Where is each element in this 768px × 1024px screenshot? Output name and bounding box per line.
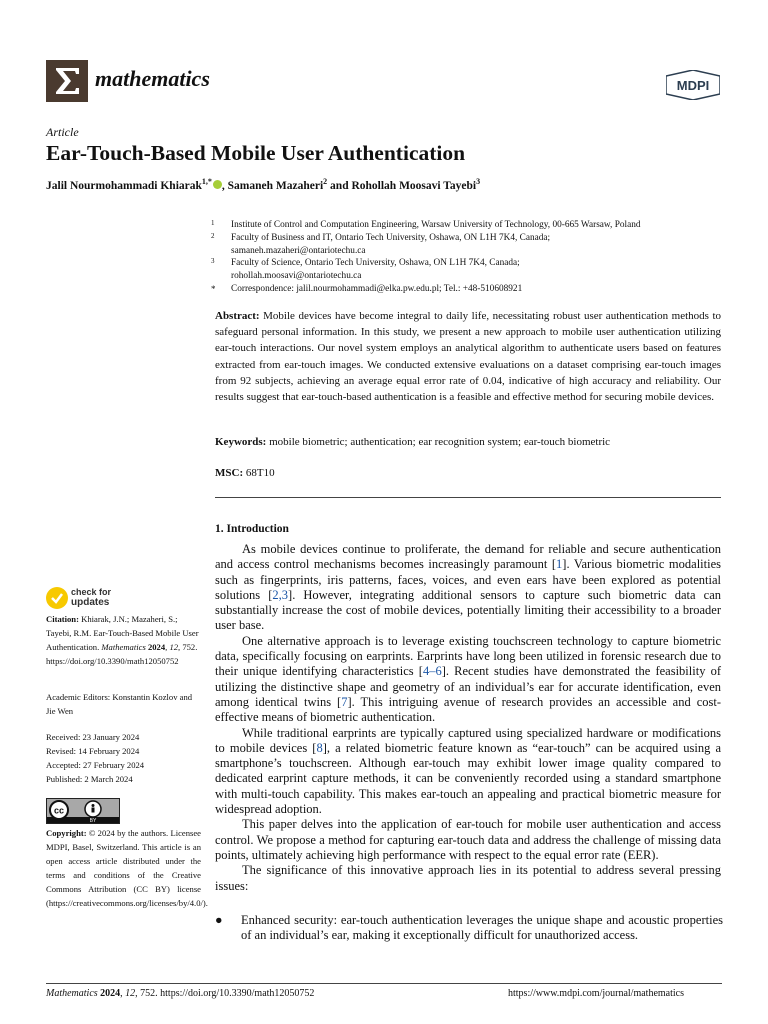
intro-body	[215, 542, 721, 894]
mdpi-logo-text: MDPI	[676, 78, 710, 93]
keywords	[215, 434, 721, 450]
date-published: Published: 2 March 2024	[46, 774, 133, 784]
abstract-text: Mobile devices have become integral to daily life, necessitating robust user authentication methods to safeguard personal information. In this study, we present a new approach to mobile user authentication utilizing ear-touch interactions. Our novel system employs an analytical algorithm to authenticate users based on features extracted from ear-touch images. We conducted extensive evaluations on a dataset comprising ear-touch images from 92 subjects, achieving an average equal error rate of 0.04, indicative of high accuracy and reliability. Our results suggest that ear-touch-based authentication is a feasible and effective method for securing mobile devices.	[215, 310, 721, 404]
correspondence-text: Correspondence: jalil.nourmohammadi@elka.pw.edu.pl; Tel.: +48-510608921	[231, 284, 523, 294]
affiliation-email[interactable]: samaneh.mazaheri@ontariotechu.ca	[231, 246, 366, 256]
keywords-label: Keywords:	[215, 436, 267, 448]
citation-link[interactable]: 8	[316, 740, 323, 755]
academic-editors: Academic Editors: Konstantin Kozlov and Jie Wen	[46, 692, 193, 716]
check-for-updates-button[interactable]	[46, 587, 201, 609]
cc-badge-text: BY	[89, 818, 97, 823]
citation-link[interactable]: 2,3	[272, 587, 289, 602]
msc-label: MSC:	[215, 467, 244, 479]
page-title: Ear-Touch-Based Mobile User Authentication	[46, 141, 466, 165]
bullet-icon: ●	[215, 913, 223, 927]
sigma-logo-icon	[46, 60, 88, 102]
author-name[interactable]: Rohollah Moosavi Tayebi	[351, 179, 477, 192]
author-separator: ,	[221, 179, 228, 192]
intro-paragraph: While traditional earprints are typically captured using specialized hardware or modifications to mobile devices [8], a related biometric feature known as “ear-touch” can be acquired using a smartphone’s touchscreen. Although ear-touch may exhibit lower image quality compared to dedicated earprint capture methods, it can be conveniently recorded using a standard smartphone with multi-touch capability. This makes ear-touch an appealing and practical biometric measure for widespread adoption.	[215, 725, 722, 817]
orcid-icon[interactable]	[213, 180, 222, 189]
journal-name: mathematics	[95, 66, 210, 91]
svg-text:cc: cc	[53, 805, 65, 816]
author-list	[46, 177, 480, 192]
date-received: Received: 23 January 2024	[46, 732, 140, 742]
citation-text: Khiarak, J.N.; Mazaheri, S.; Tayebi, R.M. Ear-Touch-Based Mobile User Authentication.	[46, 614, 199, 652]
citation-link[interactable]: 4–6	[422, 664, 442, 679]
affiliation-number: 2	[211, 232, 215, 240]
footer-doi[interactable]: , 752. https://doi.org/10.3390/math12050752	[135, 988, 315, 999]
citation-block: Citation: Khiarak, J.N.; Mazaheri, S.; Tayebi, R.M. Ear-Touch-Based Mobile User Authentication. Mathematics 2024, 12, 752. https://doi.org/10.3390/math12050752	[46, 614, 199, 666]
affiliation-text: Faculty of Business and IT, Ontario Tech University, Oshawa, ON L1H 7K4, Canada;	[231, 233, 551, 243]
footer-citation: Mathematics 2024, 12, 752. https://doi.org/10.3390/math12050752	[46, 988, 315, 999]
intro-paragraph: The significance of this innovative approach lies in its potential to address several pressing issues:	[215, 863, 721, 893]
abstract	[215, 308, 721, 405]
intro-paragraph: One alternative approach is to leverage existing touchscreen technology to capture biometric data, specifically focusing on earprints. Earprints have long been utilized in forensic research due to their unique identifying characteristics [4–6]. Recent studies have demonstrated the feasibility of utilizing the distinctive shape and geometry of an individual’s ear for accurate identification, even among identical twins [7]. This intriguing avenue of research provides an accessible and cost-effective means of biometric authentication.	[215, 633, 721, 725]
cc-by-icon	[47, 799, 119, 823]
copyright-text: © 2024 by the authors. Licensee MDPI, Basel, Switzerland. This article is an open access article distributed under the terms and conditions of the Creative Commons Attribution (CC BY) license (https://creativecommons.org/licenses/by/4.0/).	[46, 828, 208, 908]
citation-volume: 12	[169, 642, 179, 652]
keywords-text: mobile biometric; authentication; ear recognition system; ear-touch biometric	[269, 436, 611, 448]
intro-paragraph: This paper delves into the application of ear-touch for mobile user authentication and access control. We propose a method for capturing ear-touch data and address the challenge of missing data points, ultimately achieving high performance with respect to the equal error rate (EER).	[215, 817, 721, 862]
affiliation-text: Faculty of Science, Ontario Tech University, Oshawa, ON L1H 7K4, Canada;	[231, 258, 520, 268]
date-revised: Revised: 14 February 2024	[46, 746, 140, 756]
publication-dates	[46, 730, 201, 786]
journal-logo	[46, 60, 88, 102]
citation-link[interactable]: 7	[341, 694, 348, 709]
copyright-label: Copyright:	[46, 828, 87, 838]
footer-volume: 12	[125, 988, 136, 999]
check-label-top: check for	[71, 587, 112, 597]
footer-divider	[46, 983, 722, 984]
footer-journal-url[interactable]: https://www.mdpi.com/journal/mathematics	[508, 988, 684, 999]
footer-year: 2024	[100, 988, 121, 999]
affiliation-number: *	[211, 284, 216, 294]
check-updates-icon	[46, 587, 68, 609]
affiliation-number: 3	[211, 257, 215, 265]
copyright-block	[46, 826, 208, 910]
abstract-label: Abstract:	[215, 310, 260, 322]
msc	[215, 465, 721, 481]
intro-paragraph: As mobile devices continue to proliferate, the demand for reliable and secure authentication and access control mechanisms becomes increasingly paramount [1]. Various biometric modalities such as fingerprints, iris patterns, faces, voices, and even ears have been explored as potential solutions [2,3]. However, integrating additional sensors to capture such biometric data can substantially increase the cost of mobile devices, potentially limiting their accessibility to a broader user base.	[215, 542, 722, 633]
msc-text: 68T10	[245, 467, 275, 479]
author-affil-sup: 1,*	[201, 177, 212, 186]
bullet-text: Enhanced security: ear-touch authentication leverages the unique shape and acoustic properties of an individual’s ear, making it exceptionally difficult for unauthorized access.	[241, 913, 723, 943]
citation-label: Citation:	[46, 614, 79, 624]
author-name[interactable]: Samaneh Mazaheri	[227, 179, 324, 192]
affiliation-number: 1	[211, 219, 215, 227]
cc-license-badge[interactable]	[46, 798, 120, 824]
author-separator: and	[327, 179, 352, 192]
date-accepted: Accepted: 27 February 2024	[46, 760, 145, 770]
citation-link[interactable]: 1	[556, 557, 563, 572]
section-heading: 1. Introduction	[215, 523, 289, 535]
check-label-bottom: updates	[71, 597, 110, 608]
citation-year: 2024	[147, 642, 166, 652]
citation-journal: Mathematics	[101, 642, 146, 652]
article-type: Article	[46, 125, 79, 139]
author-affil-sup: 3	[476, 177, 481, 186]
mdpi-logo-icon	[666, 70, 720, 100]
affiliation-email[interactable]: rohollah.moosavi@ontariotechu.ca	[231, 271, 362, 281]
author-affil-sup: 2	[323, 177, 328, 186]
affiliation-text: Institute of Control and Computation Engineering, Warsaw University of Technology, 00-665 Warsaw, Poland	[231, 220, 641, 230]
author-name[interactable]: Jalil Nourmohammadi Khiarak	[46, 179, 202, 192]
divider	[215, 497, 721, 498]
footer-journal: Mathematics	[46, 988, 98, 999]
citation-doi[interactable]: , 752. https://doi.org/10.3390/math12050752	[46, 642, 198, 666]
